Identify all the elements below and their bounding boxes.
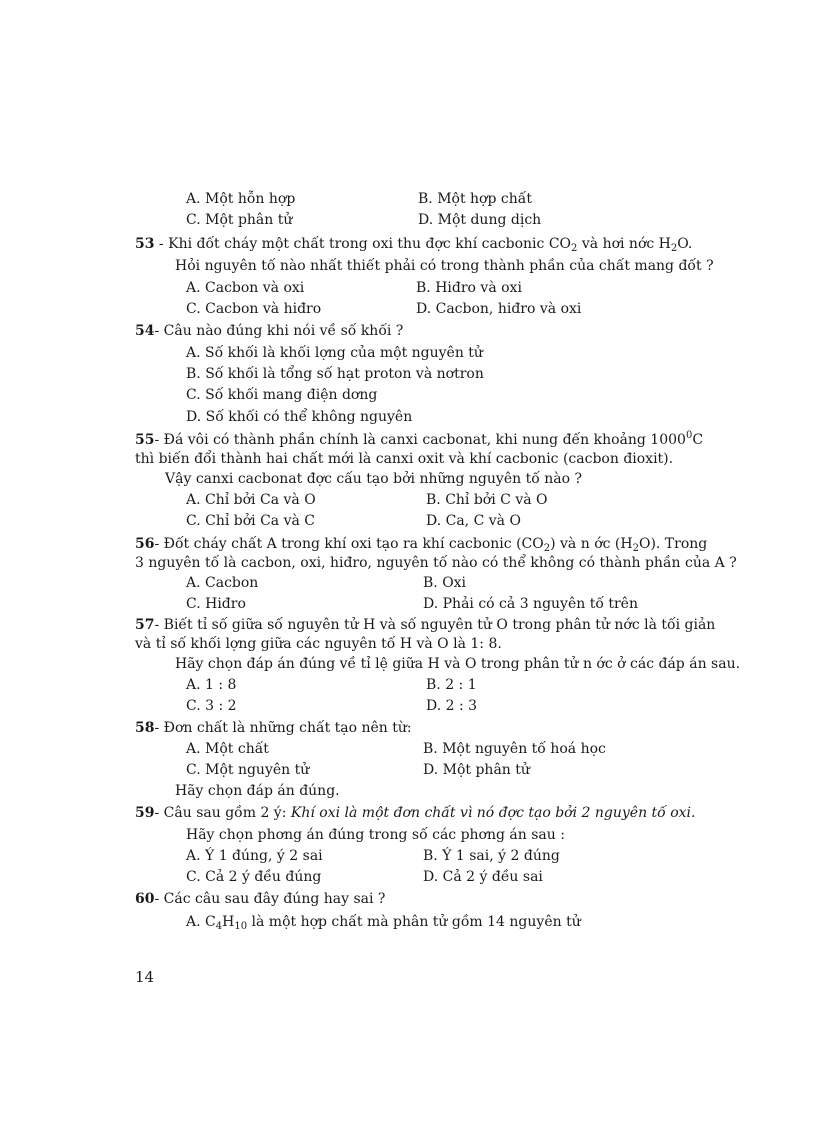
q56-option-d: D. Phải có cả 3 nguyên tố trên bbox=[423, 596, 638, 612]
q54-stem: 54- Câu nào đúng khi nói về số khối ? bbox=[135, 323, 404, 339]
question-number: 59 bbox=[135, 805, 155, 821]
q57-stem-line-3: Hãy chọn đáp án đúng về tỉ lệ giữa H và O trong phân tử n ớc ở các đáp án sau. bbox=[175, 656, 741, 672]
question-number: 57 bbox=[135, 617, 155, 633]
q56-option-b: B. Oxi bbox=[423, 575, 467, 591]
q58-option-d: D. Một phân tử bbox=[423, 762, 530, 778]
question-number: 55 bbox=[135, 432, 155, 448]
q53-option-c: C. Cacbon và hiđro bbox=[186, 301, 322, 317]
q53-option-b: B. Hiđro và oxi bbox=[416, 280, 522, 296]
q53-option-d: D. Cacbon, hiđro và oxi bbox=[416, 301, 582, 317]
q56-option-c: C. Hiđro bbox=[186, 596, 246, 612]
q58-stem: 58- Đơn chất là những chất tạo nên từ: bbox=[135, 720, 412, 736]
q55-stem-line-1: 55- Đá vôi có thành phần chính là canxi cacbonat, khi nung đến khoảng 1000$^0$C bbox=[135, 430, 704, 448]
q57-option-b: B. 2 : 1 bbox=[426, 677, 477, 693]
q59-option-c: C. Cả 2 ý đều đúng bbox=[186, 869, 322, 885]
q52-option-b: B. Một hợp chất bbox=[418, 191, 532, 207]
question-number: 58 bbox=[135, 720, 155, 736]
q52-option-a: A. Một hỗn hợp bbox=[186, 191, 296, 207]
q53-stem-line-1: 53 - Khi đốt cháy một chất trong oxi thu đợc khí cacbonic $CO_2$ và hơi nớc $H_2O$. bbox=[135, 236, 693, 254]
q53-stem-line-2: Hỏi nguyên tố nào nhất thiết phải có trong thành phần của chất mang đốt ? bbox=[175, 258, 714, 274]
q55-option-d: D. Ca, C và O bbox=[426, 513, 521, 529]
q59-option-d: D. Cả 2 ý đều sai bbox=[423, 869, 543, 885]
q57-stem-line-1: 57- Biết tỉ số giữa số nguyên tử H và số nguyên tử O trong phân tử nớc là tối giản bbox=[135, 617, 716, 633]
q54-option-b: B. Số khối là tổng số hạt proton và nơtron bbox=[186, 366, 484, 382]
q55-stem-line-3: Vậy canxi cacbonat đợc cấu tạo bởi những nguyên tố nào ? bbox=[165, 471, 582, 487]
question-number: 53 bbox=[135, 236, 155, 252]
q58-option-b: B. Một nguyên tố hoá học bbox=[423, 741, 606, 757]
q57-option-d: D. 2 : 3 bbox=[426, 698, 478, 714]
question-number: 54 bbox=[135, 323, 155, 339]
q57-option-c: C. 3 : 2 bbox=[186, 698, 237, 714]
q53-option-a: A. Cacbon và oxi bbox=[186, 280, 305, 296]
q57-stem-line-2: và tỉ số khối lợng giữa các nguyên tố H và O là 1: 8. bbox=[135, 636, 502, 652]
q59-option-b: B. Ý 1 sai, ý 2 đúng bbox=[423, 848, 560, 864]
q59-option-a: A. Ý 1 đúng, ý 2 sai bbox=[186, 848, 323, 864]
q60-statement-a: A. $C_4H_{10}$ là một hợp chất mà phân tử gồm 14 nguyên tử bbox=[186, 914, 581, 932]
q52-option-d: D. Một dung dịch bbox=[418, 212, 542, 228]
q55-option-c: C. Chỉ bởi Ca và C bbox=[186, 513, 316, 529]
q55-option-a: A. Chỉ bởi Ca và O bbox=[186, 492, 316, 508]
q54-option-a: A. Số khối là khối lợng của một nguyên tử bbox=[186, 345, 483, 361]
q57-option-a: A. 1 : 8 bbox=[186, 677, 237, 693]
q60-stem: 60- Các câu sau đây đúng hay sai ? bbox=[135, 891, 386, 907]
page-number: 14 bbox=[135, 968, 155, 986]
q59-stem: 59- Câu sau gồm 2 ý: Khí oxi là một đơn chất vì nó đợc tạo bởi 2 nguyên tố oxi. bbox=[135, 805, 696, 821]
q58-instruction: Hãy chọn đáp án đúng. bbox=[175, 783, 340, 799]
q56-stem-line-2: 3 nguyên tố là cacbon, oxi, hiđro, nguyên tố nào có thể không có thành phần của A ? bbox=[135, 555, 737, 571]
q56-stem-line-1: 56- Đốt cháy chất A trong khí oxi tạo ra khí cacbonic $(CO_2)$ và n ớc $(H_2O)$. Trong bbox=[135, 536, 708, 554]
question-number: 56 bbox=[135, 536, 155, 552]
q58-option-c: C. Một nguyên tử bbox=[186, 762, 310, 778]
q54-option-d: D. Số khối có thể không nguyên bbox=[186, 409, 413, 425]
q58-option-a: A. Một chất bbox=[186, 741, 269, 757]
question-number: 60 bbox=[135, 891, 155, 907]
q54-option-c: C. Số khối mang điện dơng bbox=[186, 387, 378, 403]
q59-instruction: Hãy chọn phơng án đúng trong số các phơng án sau : bbox=[186, 827, 565, 843]
q55-option-b: B. Chỉ bởi C và O bbox=[426, 492, 548, 508]
q52-option-c: C. Một phân tử bbox=[186, 212, 293, 228]
q56-option-a: A. Cacbon bbox=[186, 575, 259, 591]
q55-stem-line-2: thì biến đổi thành hai chất mới là canxi oxit và khí cacbonic (cacbon đioxit). bbox=[135, 451, 674, 467]
